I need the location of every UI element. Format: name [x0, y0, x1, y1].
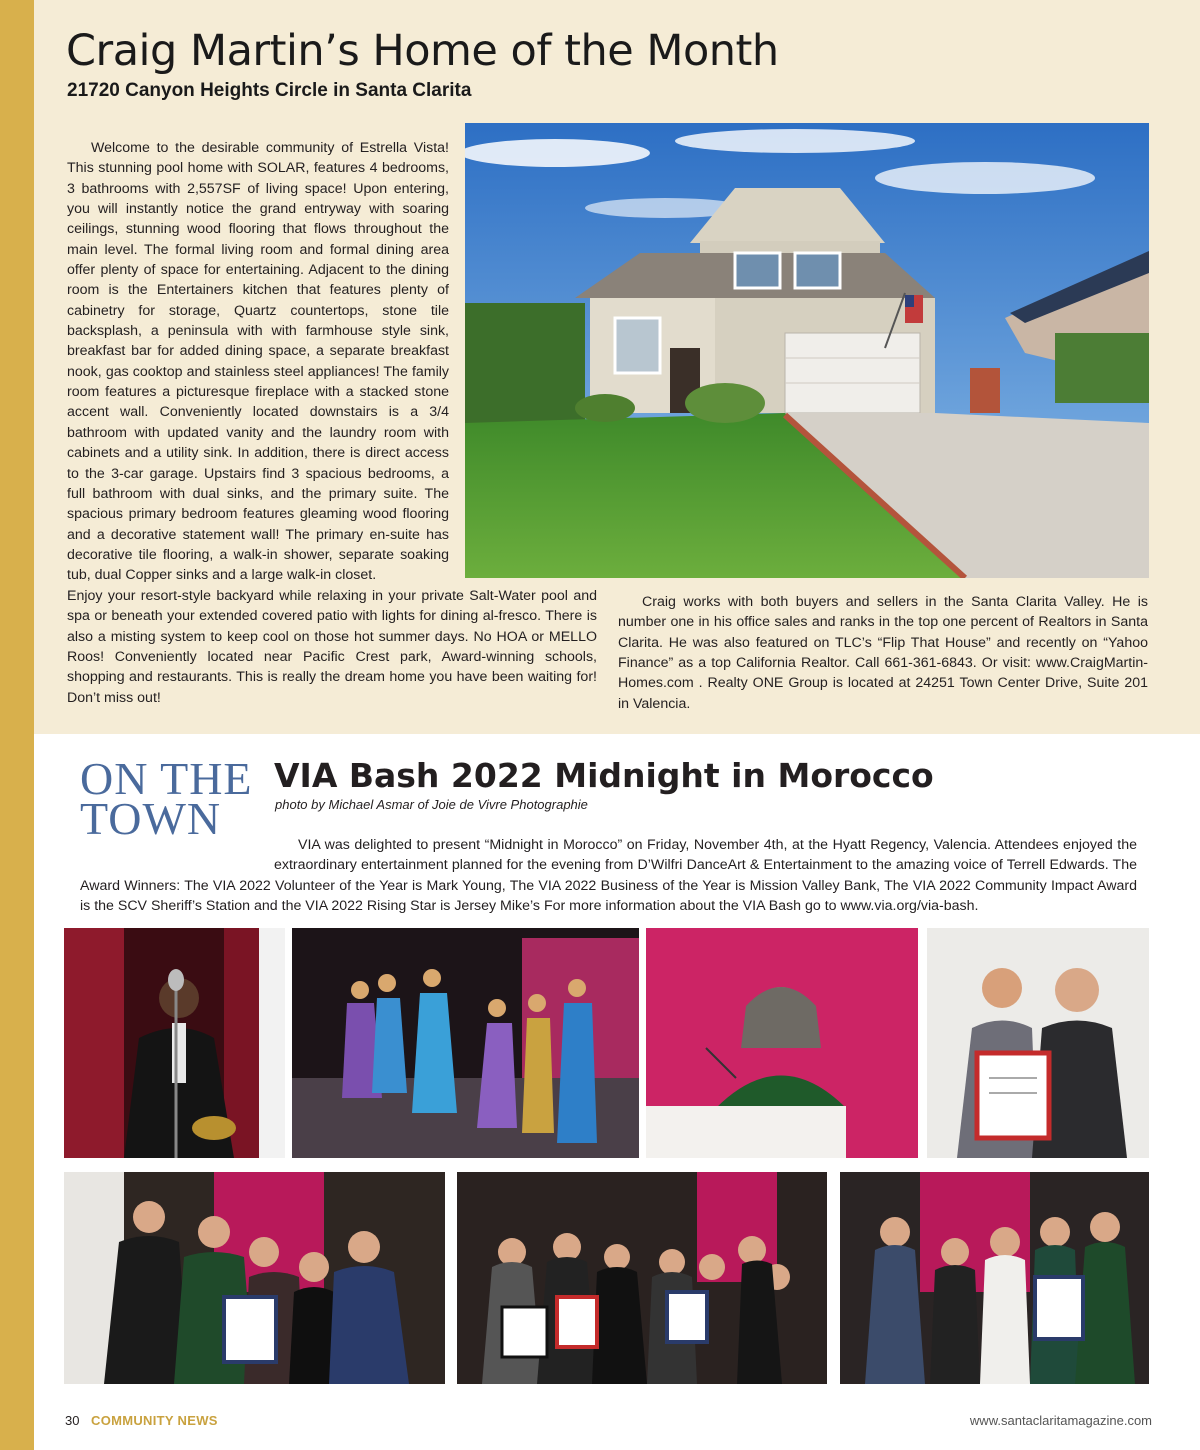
singer-photo	[64, 928, 285, 1158]
event-description	[80, 835, 1137, 917]
belly-dancers-photo	[292, 928, 639, 1158]
photo-credit: photo by Michael Asmar of Joie de Vivre Photographie	[275, 797, 588, 812]
speaker-podium-photo	[646, 928, 918, 1158]
award-presentation-photo	[927, 928, 1149, 1158]
feature-title: Craig Martin’s Home of the Month	[66, 26, 779, 76]
feature-description-part2: Enjoy your resort-style backyard while relaxing in your private Salt-Water pool and spa or beneath your extended covered patio with lights for dining al-fresco. There is also a misting system to keep cool on those hot summer days. No HOA or MELLO Roos! Conveniently located near Pacific Crest park, Award-winning schools, shopping and restaurants. This is really the dream home you have been waiting for! Don’t miss out!	[67, 588, 597, 706]
agent-bio: Craig works with both buyers and sellers in the Santa Clarita Valley. He is number one in his office sales and ranks in the top one percent of Realtors in Santa Clarita. He was also featured on TLC’s “Flip That House” and recently on “Yahoo Finance” as a top California Realtor. Call 661-361-6843. Or visit: www.CraigMartin-Homes.com . Realty ONE Group is located at 24251 Town Center Drive, Suite 201 in Valencia.	[618, 594, 1148, 712]
house-photo	[465, 123, 1149, 578]
event-description-text: VIA was delighted to present “Midnight in Morocco” on Friday, November 4th, at the Hyatt Regency, Valencia. Attendees enjoyed the extraordinary entertainment planned for the evening from D’Wilfri DanceArt & Entertainment to the amazing voice of Terrell Edwards. The Award Winners: The VIA 2022 Volunteer of the Year is Mark Young, The VIA 2022 Business of the Year is Mission Valley Bank, The VIA 2022 Community Impact Award is the SCV Sheriff’s Station and the VIA 2022 Rising Star is Jersey Mike’s For more information about the VIA Bash go to www.via.org/via-bash.	[80, 837, 1137, 915]
group-photo-2	[457, 1172, 827, 1384]
page-number: 30	[65, 1413, 80, 1428]
event-title: VIA Bash 2022 Midnight in Morocco	[274, 756, 934, 795]
footer-website: www.santaclaritamagazine.com	[969, 1413, 1152, 1428]
feature-address: 21720 Canyon Heights Circle in Santa Clarita	[67, 80, 472, 101]
section-name: COMMUNITY NEWS	[91, 1413, 218, 1428]
group-photo-3	[840, 1172, 1149, 1384]
on-the-town-logo-line2: TOWN	[80, 793, 222, 844]
feature-description-part1: Welcome to the desirable community of Estrella Vista! This stunning pool home with SOLAR, features 4 bedrooms, 3 bathrooms with 2,557SF of living space! Upon entering, you will instantly notice the grand entryway with soaring ceilings, stunning wood flooring that flows throughout the main level. The formal living room and formal dining area offer plenty of space for entertaining. Adjacent to the dining room is the Entertainers kitchen that features plenty of cabinetry for storage, Quartz countertops, stone tile backsplash, a peninsula with with farmhouse style sink, breakfast bar for added dining space, a separate breakfast nook, gas cooktop and stainless steel appliances! The family room features a picturesque fireplace with a stacked stone accent wall. Conveniently located downstairs is a 3/4 bathroom with updated vanity and the laundry room with cabinets and a utility sink. In addition, there is direct access to the 3-car garage. Upstairs find 3 spacious bedrooms, a full bathroom with dual sinks, and the primary suite. The spacious primary bedroom features gleaming wood flooring and a decorative statement wall! The primary en-suite has decorative tile flooring, a walk-in shower, separate soaking tub, dual Copper sinks and a large walk-in closet.	[67, 140, 449, 584]
group-photo-1	[64, 1172, 445, 1384]
on-the-town-logo-line1: ON THE	[80, 753, 253, 804]
left-gold-bar	[0, 0, 34, 1450]
